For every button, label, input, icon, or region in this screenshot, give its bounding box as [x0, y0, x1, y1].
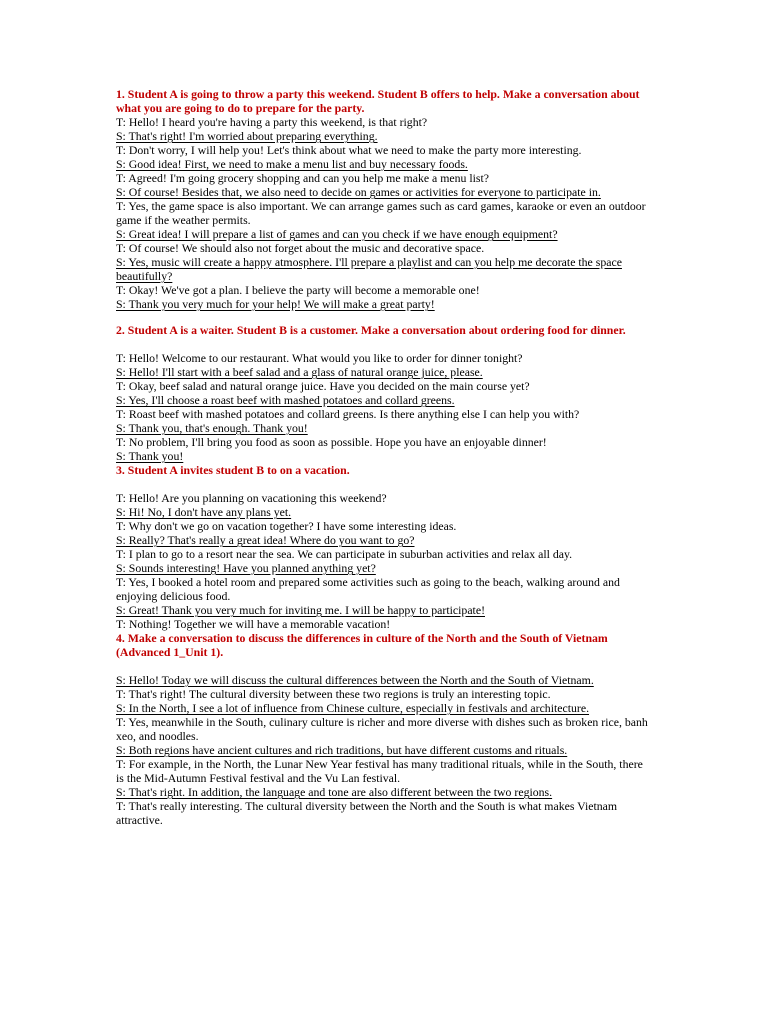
dialogue-text: S: Hello! Today we will discuss the cultural differences between the North and the South of Vietnam.: [116, 673, 594, 687]
dialogue-text: T: I plan to go to a resort near the sea. We can participate in suburban activities and relax all day.: [116, 547, 573, 561]
dialogue-text: S: Hello! I'll start with a beef salad and a glass of natural orange juice, please.: [116, 365, 483, 379]
dialogue-text: T: Hello! Are you planning on vacationing this weekend?: [116, 491, 387, 505]
student-line: [116, 365, 648, 379]
dialogue-text: T: Hello! I heard you're having a party this weekend, is that right?: [116, 115, 428, 129]
teacher-line: [116, 715, 648, 743]
dialogue-text: T: Agreed! I'm going grocery shopping and can you help me make a menu list?: [116, 171, 490, 185]
dialogue-text: T: Okay, beef salad and natural orange juice. Have you decided on the main course yet?: [116, 379, 530, 393]
teacher-line: [116, 351, 648, 365]
teacher-line: [116, 617, 648, 631]
section-heading: 3. Student A invites student B to on a vacation.: [116, 463, 350, 477]
dialogue-text: T: Don't worry, I will help you! Let's think about what we need to make the party more interesting.: [116, 143, 582, 157]
section-heading: 4. Make a conversation to discuss the differences in culture of the North and the South of Vietnam (Advanced 1_Unit 1).: [116, 631, 608, 659]
conversation-section-1: [116, 87, 648, 311]
teacher-line: [116, 171, 648, 185]
student-line: [116, 185, 648, 199]
blank-line: [116, 477, 648, 491]
student-line: [116, 603, 648, 617]
student-line: [116, 157, 648, 171]
teacher-line: [116, 575, 648, 603]
teacher-line: [116, 757, 648, 785]
teacher-line: [116, 519, 648, 533]
student-line: [116, 393, 648, 407]
dialogue-text: S: Yes, I'll choose a roast beef with mashed potatoes and collard greens.: [116, 393, 455, 407]
teacher-line: [116, 491, 648, 505]
dialogue-text: T: Of course! We should also not forget about the music and decorative space.: [116, 241, 485, 255]
student-line: [116, 255, 648, 283]
student-line: [116, 449, 648, 463]
dialogue-text: S: Really? That's really a great idea! Where do you want to go?: [116, 533, 415, 547]
dialogue-text: S: Thank you!: [116, 449, 184, 463]
dialogue-text: S: That's right. In addition, the language and tone are also different between the two regions.: [116, 785, 553, 799]
dialogue-text: S: Hi! No, I don't have any plans yet.: [116, 505, 292, 519]
conversation-section-2: [116, 323, 648, 463]
student-line: [116, 421, 648, 435]
dialogue-text: T: No problem, I'll bring you food as soon as possible. Hope you have an enjoyable dinner!: [116, 435, 547, 449]
dialogue-text: S: Sounds interesting! Have you planned anything yet?: [116, 561, 376, 575]
student-line: [116, 533, 648, 547]
dialogue-text: T: For example, in the North, the Lunar New Year festival has many traditional rituals, while in the South, there is the Mid-Autumn Festival festival and the Vu Lan festival.: [116, 757, 643, 785]
student-line: [116, 561, 648, 575]
teacher-line: [116, 143, 648, 157]
conversation-section-4: [116, 631, 648, 827]
teacher-line: [116, 115, 648, 129]
dialogue-text: T: Yes, I booked a hotel room and prepared some activities such as going to the beach, walking around and enjoying delicious food.: [116, 575, 620, 603]
student-line: [116, 743, 648, 757]
dialogue-text: S: Great idea! I will prepare a list of games and can you check if we have enough equipment?: [116, 227, 558, 241]
teacher-line: [116, 799, 648, 827]
dialogue-text: S: That's right! I'm worried about preparing everything.: [116, 129, 378, 143]
student-line: [116, 297, 648, 311]
document-content: [116, 87, 648, 827]
conversation-section-3: [116, 463, 648, 631]
teacher-line: [116, 547, 648, 561]
dialogue-text: S: Both regions have ancient cultures and rich traditions, but have different customs and rituals.: [116, 743, 568, 757]
student-line: [116, 505, 648, 519]
teacher-line: [116, 407, 648, 421]
blank-line: [116, 659, 648, 673]
section-heading: 2. Student A is a waiter. Student B is a customer. Make a conversation about ordering food for dinner.: [116, 323, 626, 337]
dialogue-text: T: That's really interesting. The cultural diversity between the North and the South is what makes Vietnam attractive.: [116, 799, 618, 827]
teacher-line: [116, 435, 648, 449]
student-line: [116, 785, 648, 799]
student-line: [116, 673, 648, 687]
dialogue-text: T: Yes, the game space is also important. We can arrange games such as card games, karaoke or even an outdoor game if the weather permits.: [116, 199, 646, 227]
dialogue-text: T: Nothing! Together we will have a memorable vacation!: [116, 617, 391, 631]
section-heading: 1. Student A is going to throw a party this weekend. Student B offers to help. Make a conversation about what you are going to do to prepare for the party.: [116, 87, 640, 115]
dialogue-text: T: Roast beef with mashed potatoes and collard greens. Is there anything else I can help you with?: [116, 407, 580, 421]
teacher-line: [116, 283, 648, 297]
dialogue-text: S: Of course! Besides that, we also need to decide on games or activities for everyone to participate in.: [116, 185, 601, 199]
dialogue-text: S: Good idea! First, we need to make a menu list and buy necessary foods.: [116, 157, 468, 171]
dialogue-text: S: Thank you very much for your help! We will make a great party!: [116, 297, 435, 311]
student-line: [116, 227, 648, 241]
blank-line: [116, 337, 648, 351]
teacher-line: [116, 199, 648, 227]
student-line: [116, 129, 648, 143]
dialogue-text: S: Great! Thank you very much for inviting me. I will be happy to participate!: [116, 603, 485, 617]
dialogue-text: T: Yes, meanwhile in the South, culinary culture is richer and more diverse with dishes such as broken rice, banh xeo, and noodles.: [116, 715, 648, 743]
teacher-line: [116, 687, 648, 701]
student-line: [116, 701, 648, 715]
dialogue-text: T: Why don't we go on vacation together? I have some interesting ideas.: [116, 519, 457, 533]
dialogue-text: T: That's right! The cultural diversity between these two regions is truly an interesting topic.: [116, 687, 551, 701]
dialogue-text: T: Hello! Welcome to our restaurant. What would you like to order for dinner tonight?: [116, 351, 523, 365]
dialogue-text: S: Thank you, that's enough. Thank you!: [116, 421, 308, 435]
teacher-line: [116, 241, 648, 255]
dialogue-text: T: Okay! We've got a plan. I believe the party will become a memorable one!: [116, 283, 480, 297]
dialogue-text: S: In the North, I see a lot of influence from Chinese culture, especially in festivals and architecture.: [116, 701, 590, 715]
dialogue-text: S: Yes, music will create a happy atmosphere. I'll prepare a playlist and can you help me decorate the space beautifully?: [116, 255, 622, 283]
teacher-line: [116, 379, 648, 393]
